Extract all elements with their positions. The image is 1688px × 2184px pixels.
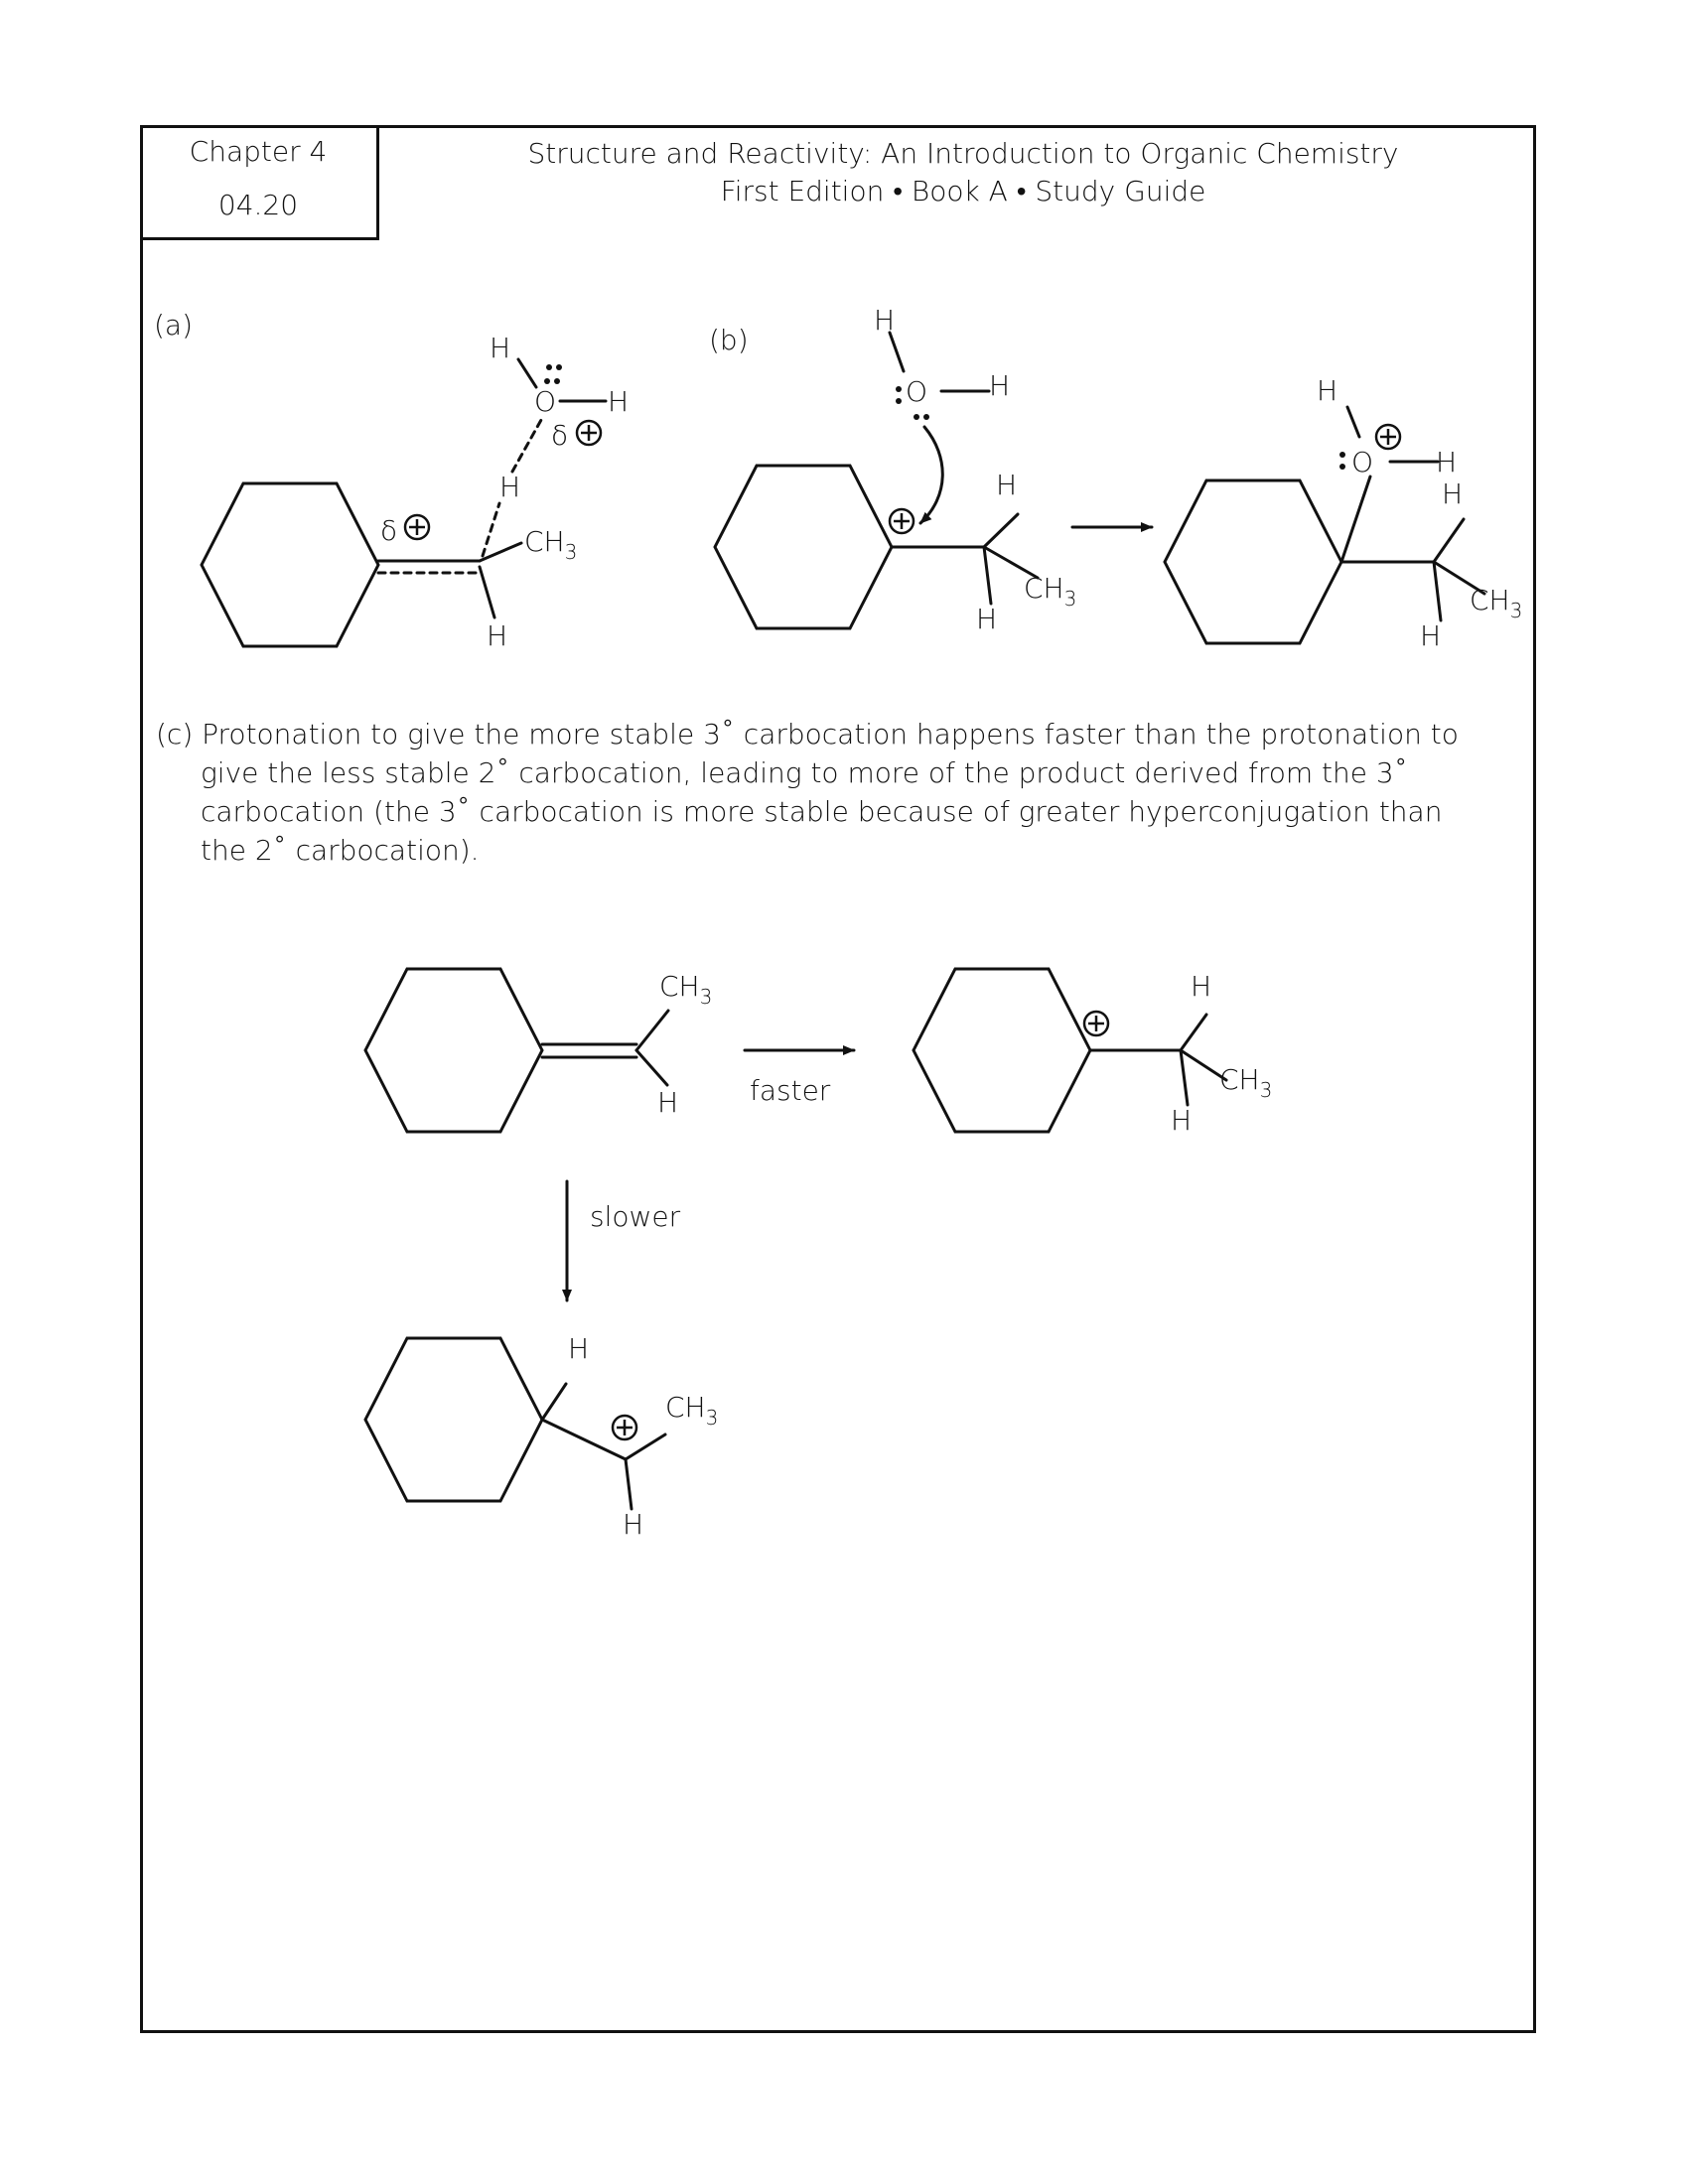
part-c-tertiary-h-bottom: H <box>1171 1104 1193 1137</box>
part-a-water-h-top: H <box>490 332 511 364</box>
part-b-cation-h-top: H <box>996 469 1018 501</box>
part-b-product-h-bottom: H <box>1420 619 1442 652</box>
part-a-water-h-right: H <box>608 385 630 418</box>
part-c-slower-label: slower <box>590 1200 681 1233</box>
part-b-label: (b) <box>709 324 749 356</box>
part-b-water-lone-pair-dot <box>896 386 902 392</box>
part-a-cyclohexane-ring <box>202 483 378 646</box>
part-c-tertiary-ch3: $CH_3$ <box>1219 1063 1273 1102</box>
part-b-product-h-right: H <box>1436 446 1458 478</box>
part-b-water-h-right: H <box>989 369 1011 402</box>
part-b-water-h-top: H <box>874 304 896 337</box>
part-a-label: (a) <box>154 309 194 341</box>
part-c-secondary-h-top: H <box>568 1332 590 1365</box>
part-b-product-lone-pair-dot <box>1339 452 1345 458</box>
part-a-water-oxygen: O <box>534 385 557 418</box>
part-a-lone-pair-dot <box>546 364 552 370</box>
book-subtitle: First Edition • Book A • Study Guide <box>720 175 1206 207</box>
part-c-alkene-ch3: $CH_3$ <box>659 970 713 1009</box>
part-c-secondary-ring <box>365 1338 542 1501</box>
part-c-secondary-h-bottom: H <box>623 1508 644 1541</box>
part-c-tertiary-h-top: H <box>1191 970 1212 1003</box>
part-b-cation-h-bottom: H <box>976 603 998 635</box>
part-c-faster-label: faster <box>750 1074 831 1107</box>
book-title: Structure and Reactivity: An Introduction to Organic Chemistry <box>527 137 1399 170</box>
part-b-product-h-top: H <box>1317 374 1338 407</box>
part-c-text: (c) Protonation to give the more stable 3˚ carbocation happens faster than the protonation to give the less stable 2˚ carbocation, leading to more of the product derived from the 3˚ carbocation (the 3˚ carbocation is more stable because of greater hyperconjugation than the 2˚ carbocation). <box>156 718 1459 867</box>
section-number: 04.20 <box>217 189 299 221</box>
part-c-alkene-ring <box>365 969 542 1132</box>
chapter-label: Chapter 4 <box>189 135 328 168</box>
part-a-bridge-h: H <box>499 471 521 503</box>
part-b-product-ch-h-top: H <box>1442 478 1464 510</box>
part-b-water-oxygen: O <box>906 375 928 408</box>
part-b-product-ring <box>1165 480 1341 643</box>
part-a-ch3: $CH_3$ <box>524 525 578 564</box>
part-b-cyclohexane-ring <box>715 466 892 628</box>
part-a-delta-oxygen: δ <box>551 419 569 452</box>
part-a-h-bottom: H <box>487 619 508 652</box>
part-b-cation-ch3: $CH_3$ <box>1024 572 1077 611</box>
part-a-delta-carbon: δ <box>380 514 398 547</box>
part-c-alkene-h: H <box>657 1086 679 1119</box>
part-b-product-ch3: $CH_3$ <box>1470 584 1523 622</box>
part-b-product-oxygen: O <box>1351 446 1374 478</box>
part-c-tertiary-ring <box>914 969 1090 1132</box>
part-c-secondary-ch3: $CH_3$ <box>665 1391 719 1430</box>
